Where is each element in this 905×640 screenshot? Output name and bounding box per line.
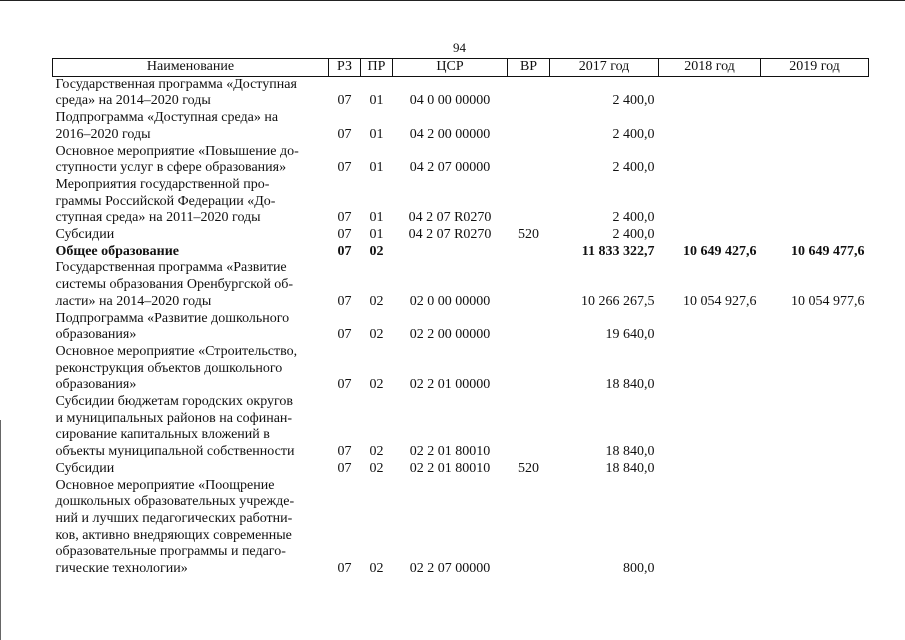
header-vr: ВР (508, 59, 550, 77)
row-pr-cell: 01 (369, 93, 384, 109)
row-csr-cell (393, 244, 508, 261)
row-2018-cell: 10 054 927,6 (683, 293, 757, 309)
row-pr-cell: 01 (369, 210, 384, 226)
row-2018-cell (659, 227, 761, 244)
row-pr-cell: 02 (369, 460, 384, 476)
row-2017-cell: 800,0 (623, 561, 655, 577)
row-rz-cell: 07 (337, 293, 352, 309)
row-vr-cell: 520 (518, 460, 539, 476)
left-scan-edge (0, 420, 1, 640)
table-body (53, 76, 869, 578)
row-rz-cell: 07 (337, 460, 352, 476)
row-csr-cell: 04 2 00 00000 (409, 126, 491, 142)
header-pr: ПР (361, 59, 393, 77)
row-name-cell: Государственная программа «Доступная среда» на 2014–2020 годы (55, 76, 297, 109)
row-rz-cell: 07 (337, 210, 352, 226)
row-pr-cell: 01 (369, 227, 384, 243)
row-2017-cell: 2 400,0 (612, 160, 655, 176)
table-row (53, 227, 869, 244)
row-name-cell: Основное мероприятие «Строительство, реконструкция объектов дошкольного образования» (55, 343, 298, 393)
header-2019: 2019 год (761, 59, 869, 77)
row-vr-cell (508, 110, 550, 143)
table-row (53, 110, 869, 143)
row-csr-cell: 04 2 07 R0270 (408, 210, 492, 226)
row-2017-cell: 18 840,0 (605, 460, 655, 476)
row-rz-cell: 07 (337, 444, 352, 460)
table-row (53, 177, 869, 227)
row-name-cell: Общее образование (55, 243, 180, 259)
row-vr-cell (508, 260, 550, 310)
row-rz-cell: 07 (337, 160, 352, 176)
table-row (53, 461, 869, 478)
row-2019-cell: 10 054 977,6 (791, 293, 865, 309)
table-row (53, 76, 869, 110)
table-row (53, 244, 869, 261)
row-name-cell: Мероприятия государственной про- граммы Российской Федерации «До- ступная среда» на 2011–2020 годы (55, 176, 276, 226)
row-csr-cell: 02 2 01 80010 (409, 444, 491, 460)
page-number: 94 (453, 40, 466, 55)
header-2017: 2017 год (550, 59, 659, 77)
row-pr-cell: 02 (369, 444, 384, 460)
row-2018-cell (659, 478, 761, 578)
row-csr-cell: 02 2 00 00000 (409, 327, 491, 343)
row-pr-cell: 01 (369, 160, 384, 176)
table-row (53, 394, 869, 461)
row-2018-cell (659, 76, 761, 110)
row-vr-cell (508, 311, 550, 344)
table-header-row (53, 59, 869, 77)
row-vr-cell: 520 (518, 227, 539, 243)
row-pr-cell: 02 (369, 327, 384, 343)
row-name-cell: Субсидии (55, 460, 115, 476)
table-row (53, 260, 869, 310)
row-csr-cell: 04 2 07 00000 (409, 160, 491, 176)
row-2018-cell (659, 311, 761, 344)
row-pr-cell: 02 (369, 561, 384, 577)
row-2017-cell: 2 400,0 (612, 126, 655, 142)
row-2019-cell (761, 227, 869, 244)
header-2018: 2018 год (659, 59, 761, 77)
table-row (53, 311, 869, 344)
row-name-cell: Основное мероприятие «Поощрение дошкольных образовательных учрежде- ний и лучших педагогических работни- ков, активно внедряющих современные образовательные программы и педаго- гические технологии» (55, 477, 295, 577)
row-2018-cell (659, 344, 761, 394)
row-name-cell: Основное мероприятие «Повышение до- ступности услуг в сфере образования» (55, 143, 299, 176)
row-2017-cell: 2 400,0 (612, 227, 655, 243)
row-pr-cell: 02 (369, 377, 384, 393)
row-2018-cell (659, 394, 761, 461)
row-2018-cell (659, 461, 761, 478)
row-2017-cell: 19 640,0 (605, 327, 655, 343)
header-rz: РЗ (329, 59, 361, 77)
row-vr-cell (508, 394, 550, 461)
header-csr: ЦСР (393, 59, 508, 77)
row-pr-cell: 01 (369, 126, 384, 142)
row-vr-cell (508, 76, 550, 110)
row-csr-cell: 02 2 01 80010 (409, 460, 491, 476)
row-2017-cell: 10 266 267,5 (581, 293, 655, 309)
row-csr-cell: 02 2 01 00000 (409, 377, 491, 393)
row-name-cell: Подпрограмма «Доступная среда» на 2016–2020 годы (55, 110, 279, 142)
row-2017-cell: 18 840,0 (605, 444, 655, 460)
row-2017-cell: 11 833 322,7 (581, 243, 655, 259)
row-2018-cell (659, 144, 761, 177)
row-csr-cell: 02 2 07 00000 (409, 561, 491, 577)
row-vr-cell (508, 144, 550, 177)
row-name-cell: Субсидии бюджетам городских округов и муниципальных районов на софинан- сирование капитальных вложений в объекты муниципальной собственности (55, 394, 295, 460)
row-csr-cell: 02 0 00 00000 (409, 293, 491, 309)
row-2019-cell (761, 110, 869, 143)
row-pr-cell: 02 (369, 293, 384, 309)
row-2018-cell: 10 649 427,6 (683, 243, 757, 259)
row-name-cell: Подпрограмма «Развитие дошкольного образования» (55, 310, 290, 343)
table-row (53, 478, 869, 578)
budget-table (52, 58, 869, 578)
top-border-line (0, 0, 905, 1)
row-2019-cell (761, 76, 869, 110)
row-rz-cell: 07 (337, 227, 352, 243)
row-name-cell: Государственная программа «Развитие системы образования Оренбургской об- ласти» на 2014–2020 годы (55, 260, 294, 309)
row-rz-cell: 07 (337, 377, 352, 393)
row-csr-cell: 04 0 00 00000 (409, 93, 491, 109)
row-2019-cell: 10 649 477,6 (791, 243, 865, 259)
row-2019-cell (761, 394, 869, 461)
row-2017-cell: 2 400,0 (612, 210, 655, 226)
row-pr-cell: 02 (369, 243, 384, 259)
row-2019-cell (761, 344, 869, 394)
row-2019-cell (761, 177, 869, 227)
row-rz-cell: 07 (337, 243, 352, 259)
row-2018-cell (659, 177, 761, 227)
table-row (53, 144, 869, 177)
row-vr-cell (508, 478, 550, 578)
row-rz-cell: 07 (337, 561, 352, 577)
row-2017-cell: 18 840,0 (605, 377, 655, 393)
row-2019-cell (761, 311, 869, 344)
row-csr-cell: 04 2 07 R0270 (408, 227, 492, 243)
row-rz-cell: 07 (337, 93, 352, 109)
row-2019-cell (761, 478, 869, 578)
row-2018-cell (659, 110, 761, 143)
row-vr-cell (508, 177, 550, 227)
row-2019-cell (761, 461, 869, 478)
row-vr-cell (508, 344, 550, 394)
row-vr-cell (508, 244, 550, 261)
row-2017-cell: 2 400,0 (612, 93, 655, 109)
header-name: Наименование (53, 59, 329, 77)
table-row (53, 344, 869, 394)
row-rz-cell: 07 (337, 327, 352, 343)
row-rz-cell: 07 (337, 126, 352, 142)
row-2019-cell (761, 144, 869, 177)
row-name-cell: Субсидии (55, 227, 115, 243)
